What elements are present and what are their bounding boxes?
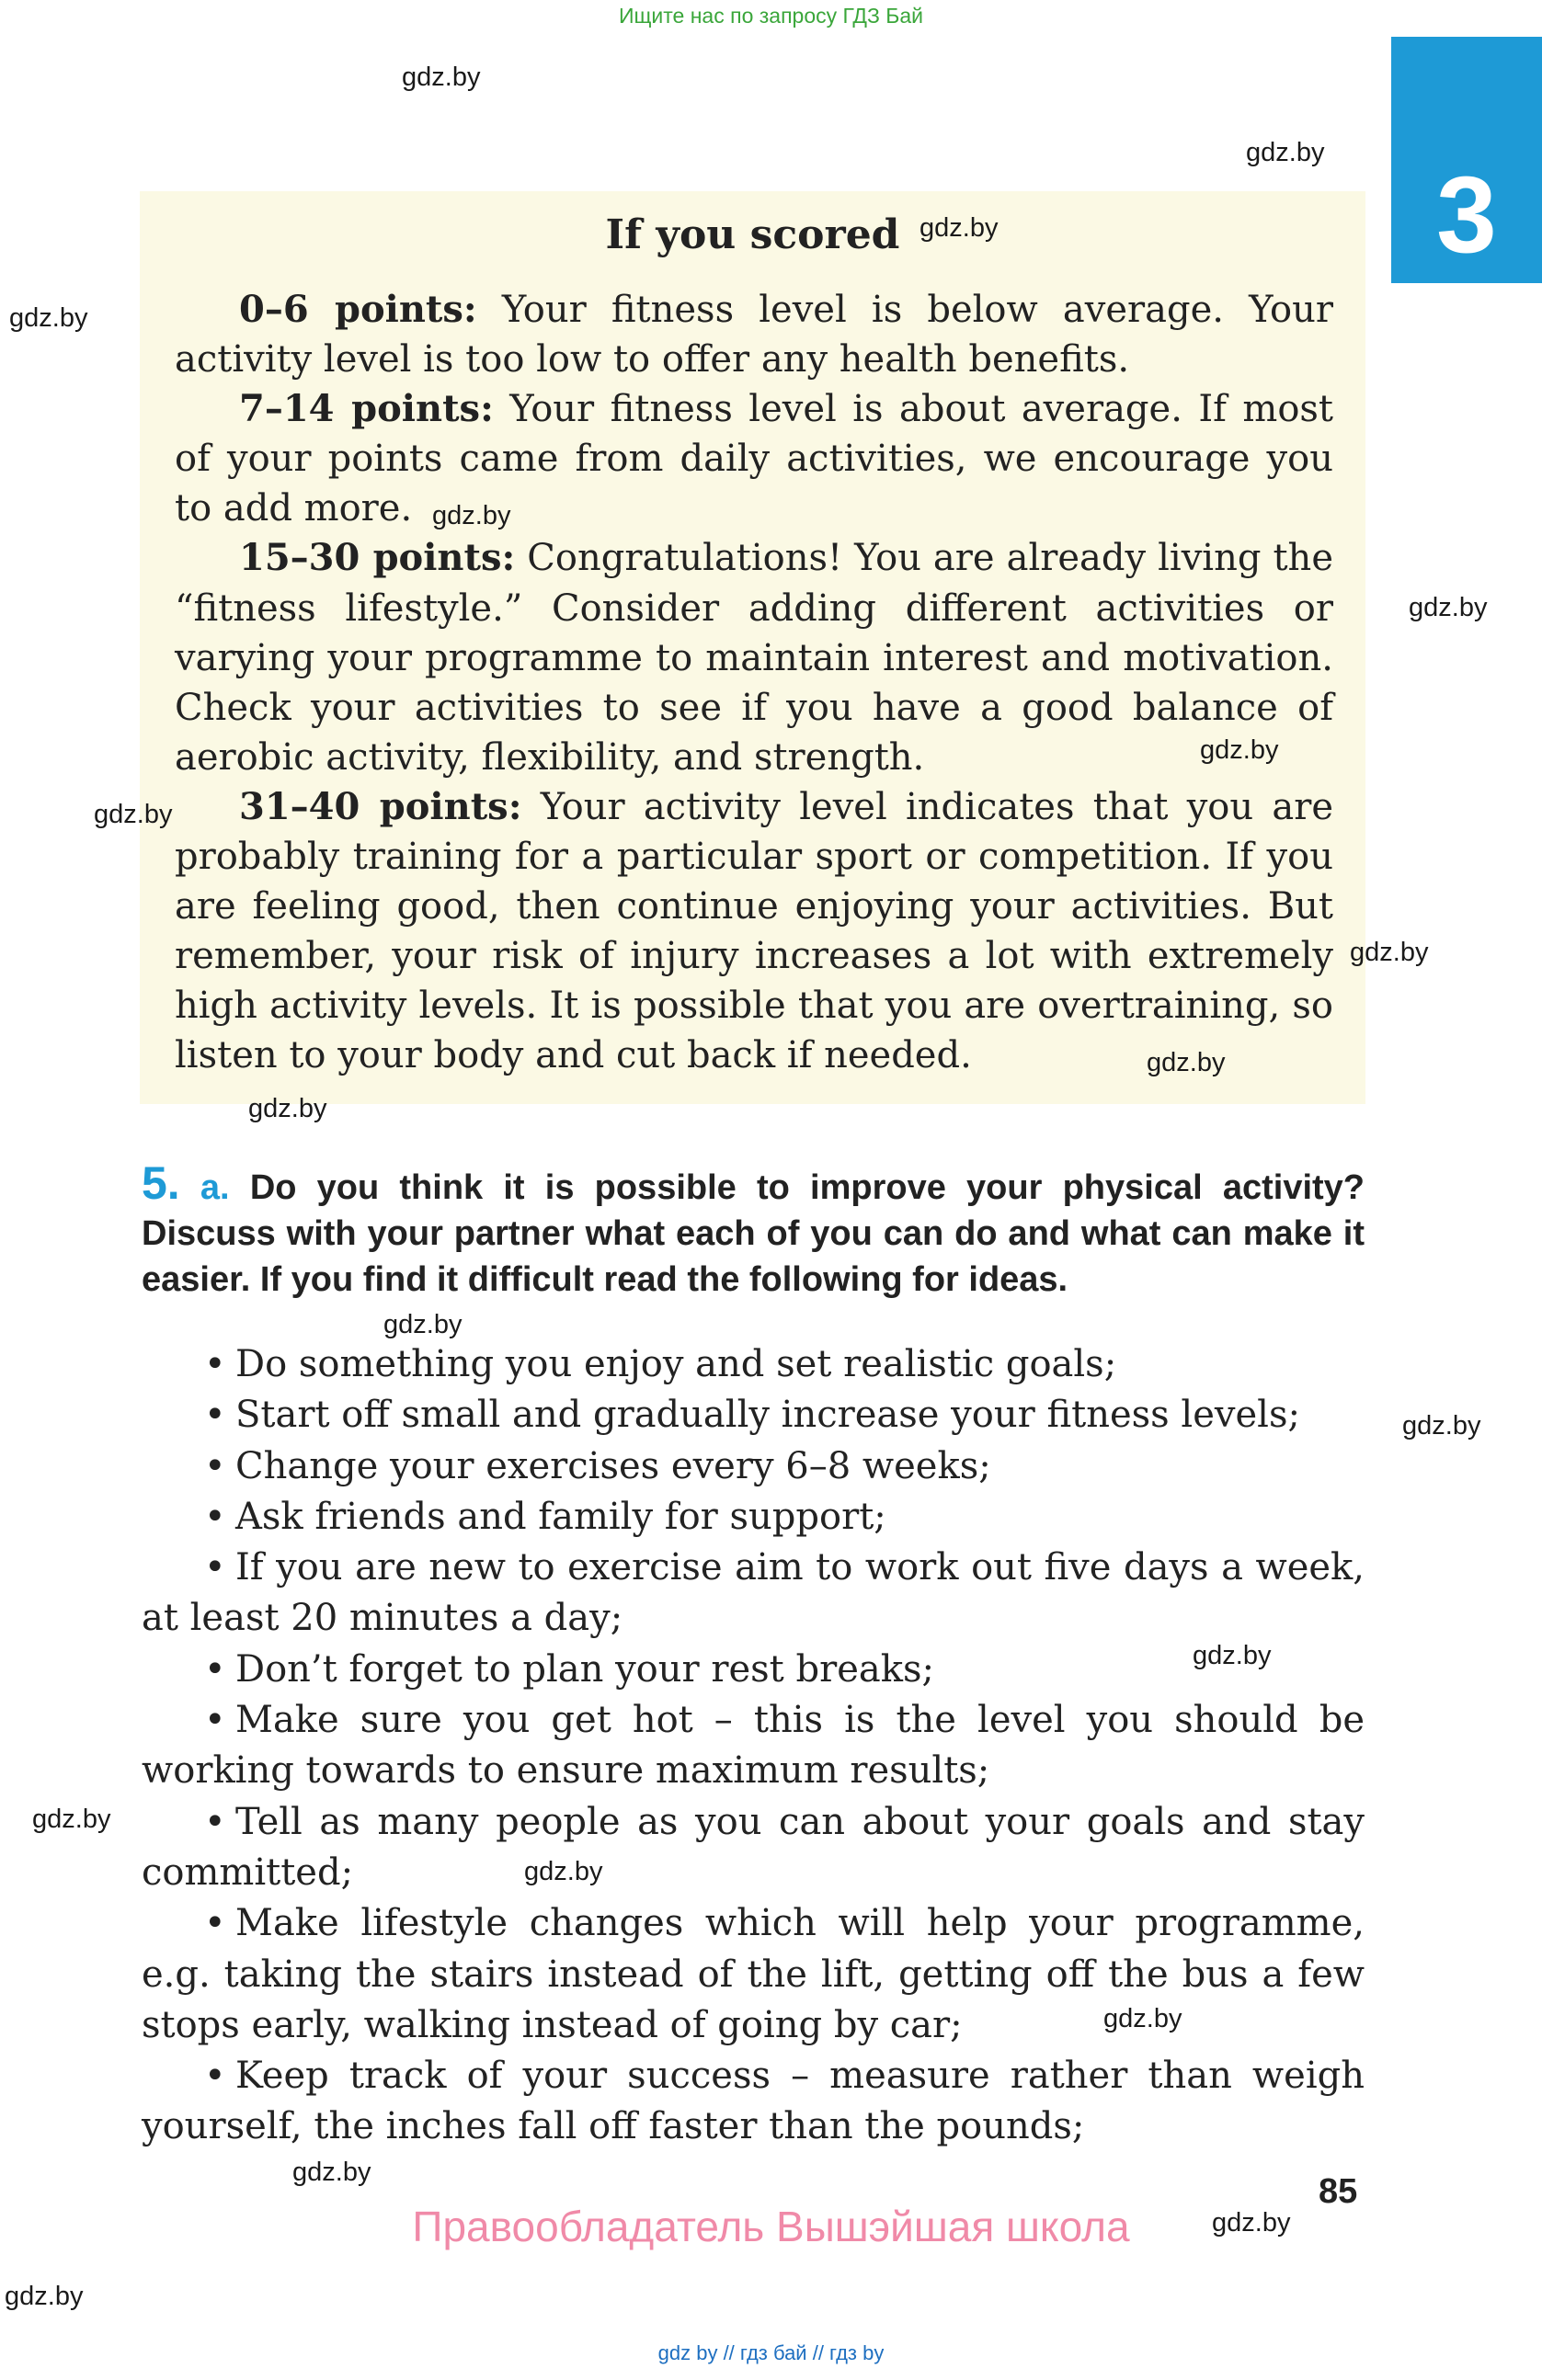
page-number: 85 <box>1319 2172 1358 2211</box>
watermark: gdz.by <box>292 2158 371 2187</box>
score-text <box>175 285 1333 1081</box>
watermark: gdz.by <box>524 1857 603 1886</box>
list-item: • Keep track of your success – measure rather than weigh yourself, the inches fall off faster than the pounds; <box>142 2051 1365 2153</box>
watermark: gdz.by <box>9 303 88 333</box>
list-item: • Do something you enjoy and set realistic goals; <box>142 1339 1365 1390</box>
watermark: gdz.by <box>919 213 999 243</box>
task-number: 5. <box>142 1157 180 1209</box>
chapter-number: 3 <box>1436 154 1497 276</box>
watermark: gdz.by <box>1350 938 1429 967</box>
score-range: 7–14 points: <box>239 387 494 431</box>
bullet-icon: • <box>204 1800 226 1843</box>
bullet-icon: • <box>204 2055 226 2098</box>
bullet-icon: • <box>204 1394 226 1437</box>
bullet-icon: • <box>204 1444 226 1487</box>
list-item: • Ask friends and family for support; <box>142 1492 1365 1543</box>
watermark: gdz.by <box>1193 1641 1272 1670</box>
watermark: gdz.by <box>1246 138 1325 167</box>
task-5a <box>142 1157 1365 1303</box>
bullet-icon: • <box>204 1546 226 1589</box>
watermark: gdz.by <box>248 1094 327 1123</box>
watermark: gdz.by <box>402 63 481 92</box>
score-item-31-40 <box>175 782 1333 1081</box>
list-item: • Don’t forget to plan your rest breaks; <box>142 1645 1365 1695</box>
footer-links[interactable]: gdz by // гдз бай // гдз by <box>657 2341 885 2364</box>
list-item: • Change your exercises every 6–8 weeks; <box>142 1441 1365 1492</box>
rights-holder: Правообладатель Вышэйшая школа <box>412 2203 1130 2250</box>
score-item-7-14 <box>175 384 1333 533</box>
score-range: 15–30 points: <box>239 536 516 580</box>
task-letter: a. <box>200 1168 230 1207</box>
bullet-icon: • <box>204 1343 226 1385</box>
list-item: • Make sure you get hot – this is the level you should be working towards to ensure maximum results; <box>142 1695 1365 1797</box>
bullet-icon: • <box>204 1902 226 1945</box>
watermark: gdz.by <box>383 1310 463 1339</box>
list-item: • Tell as many people as you can about your goals and stay committed; <box>142 1797 1365 1899</box>
score-range: 0–6 points: <box>239 288 477 331</box>
bullet-icon: • <box>204 1699 226 1742</box>
score-item-15-30 <box>175 533 1333 781</box>
score-description: Congratulations! You are already living the “fitness lifestyle.” Consider adding different activities or varying your programme to maintain interest and motivation. Check your activities to see if you have a good balance of aerobic activity, flexibility, and strength. <box>175 537 1333 779</box>
task-text: Do you think it is possible to improve your physical activity? Discuss with your partner what each of you can do and what can make it easier. If you find it difficult read the following for ideas. <box>142 1168 1365 1299</box>
list-item: • Make lifestyle changes which will help your programme, e.g. taking the stairs instead of the lift, getting off the bus a few stops early, walking instead of going by car; <box>142 1898 1365 2051</box>
bullet-icon: • <box>204 1495 226 1538</box>
watermark: gdz.by <box>94 800 173 829</box>
score-range: 31–40 points: <box>239 784 522 828</box>
score-description: Your activity level indicates that you are probably training for a particular sport or competition. If you are feeling good, then continue enjoying your activities. But remember, your risk of injury increases a lot with extremely high activity levels. It is possible that you are overtraining, so listen to your body and cut back if needed. <box>175 785 1333 1077</box>
watermark: gdz.by <box>1212 2208 1291 2238</box>
top-banner[interactable]: Ищите нас по запросу ГДЗ Бай <box>618 4 924 28</box>
bullet-icon: • <box>204 1647 226 1691</box>
watermark: gdz.by <box>1147 1048 1226 1077</box>
score-description: Your fitness level is below average. Your activity level is too low to offer any health benefits. <box>175 289 1333 381</box>
watermark: gdz.by <box>1200 735 1279 765</box>
watermark: gdz.by <box>1103 2004 1182 2033</box>
watermark: gdz.by <box>432 501 511 530</box>
watermark: gdz.by <box>1402 1411 1481 1441</box>
watermark: gdz.by <box>32 1805 111 1834</box>
score-title: If you scored <box>605 211 900 258</box>
watermark: gdz.by <box>5 2282 84 2311</box>
score-description: Your fitness level is about average. If most of your points came from daily activities, we encourage you to add more. <box>175 388 1334 530</box>
watermark: gdz.by <box>1409 593 1488 622</box>
list-item: • Start off small and gradually increase your fitness levels; <box>142 1390 1365 1441</box>
score-item-0-6 <box>175 285 1333 384</box>
chapter-tab <box>1391 37 1542 283</box>
list-item: • If you are new to exercise aim to work out five days a week, at least 20 minutes a day; <box>142 1543 1365 1645</box>
